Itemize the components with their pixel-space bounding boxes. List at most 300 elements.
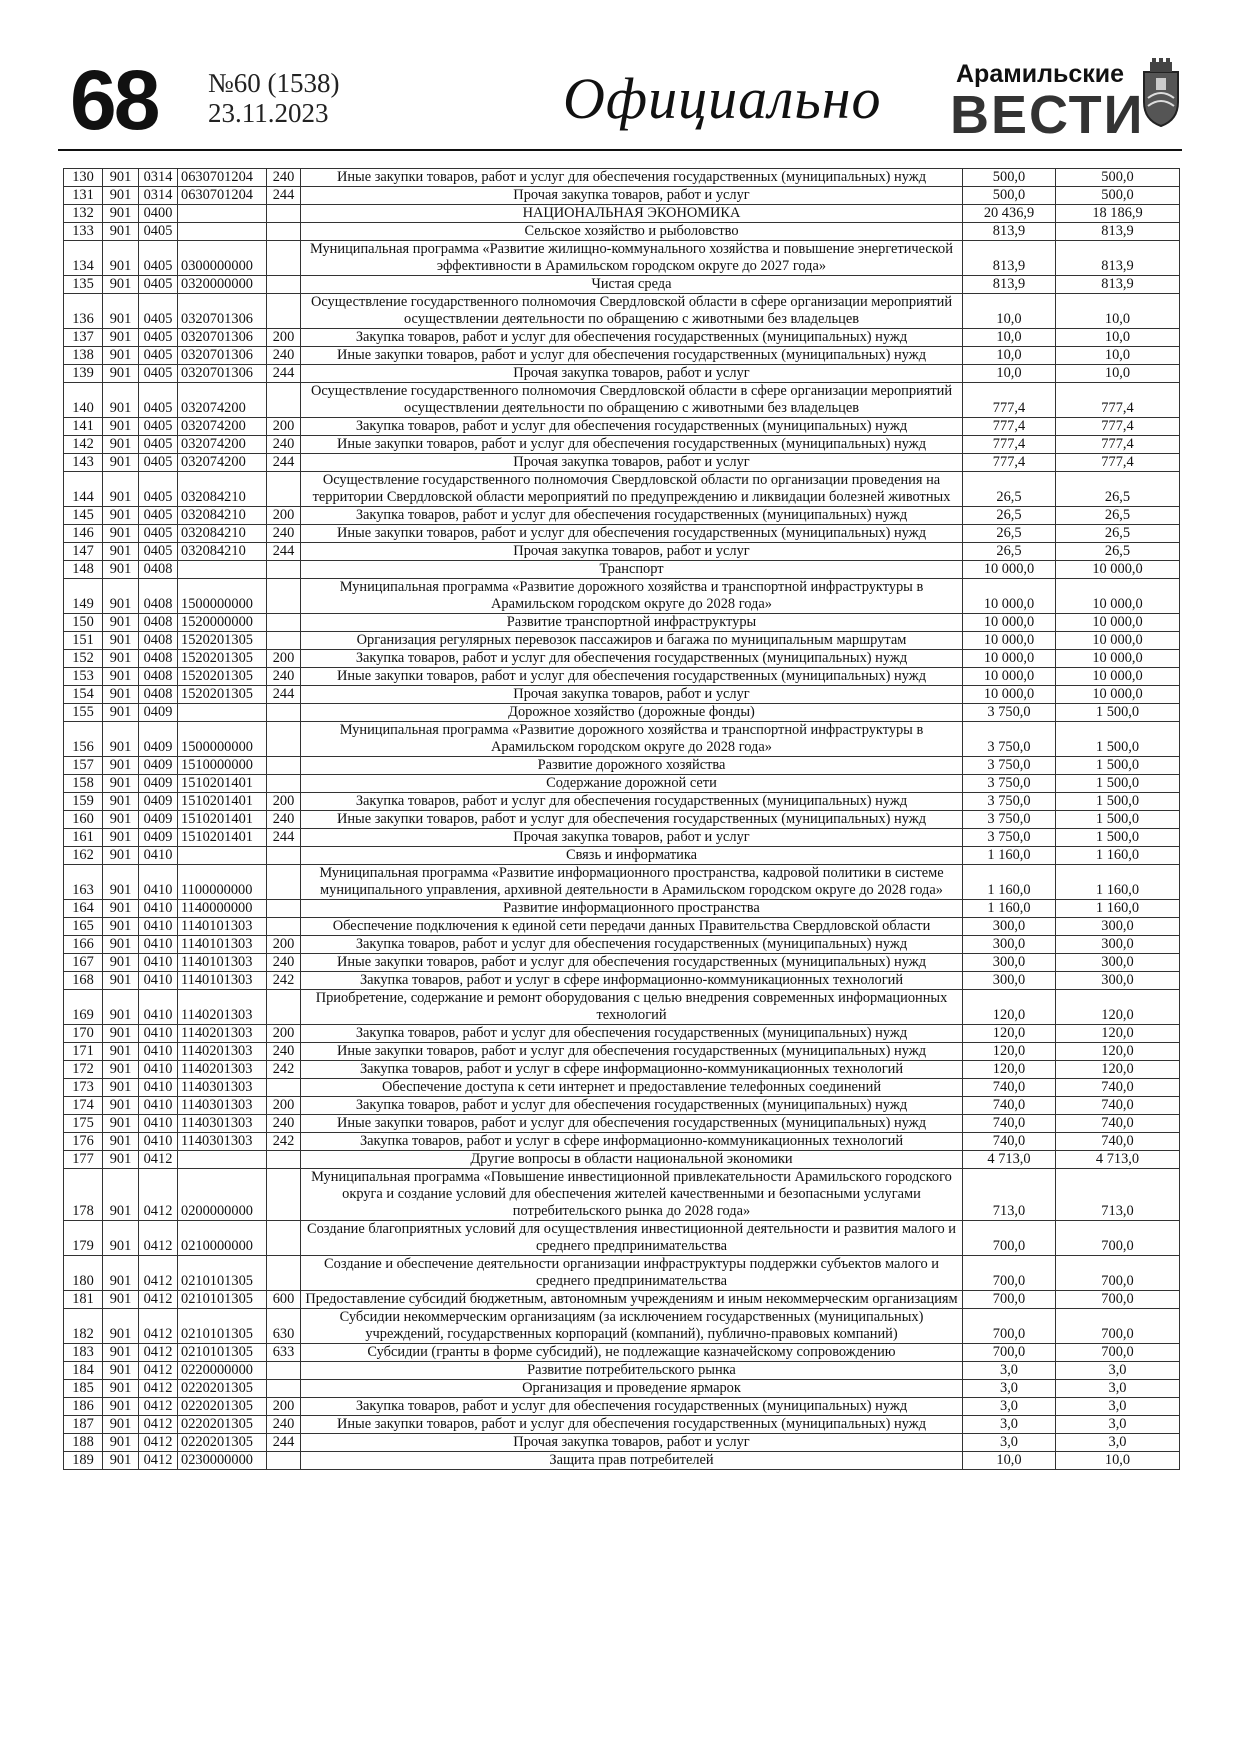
table-row [64,614,1180,632]
item-name-cell: Осуществление государственного полномочия Свердловской области в сфере организации мероприятий осуществлении деятельности по обращению с животными без владельцев [301,294,963,329]
amount-2026-cell: 10 000,0 [1056,668,1180,686]
amount-2025-cell: 1 160,0 [963,900,1056,918]
target-article-cell: 0220201305 [178,1434,267,1452]
grbs-code-cell: 901 [103,436,139,454]
target-article-cell: 0220201305 [178,1398,267,1416]
section-code-cell: 0410 [139,1133,178,1151]
amount-2025-cell: 777,4 [963,418,1056,436]
item-name-cell: Закупка товаров, работ и услуг для обеспечения государственных (муниципальных) нужд [301,936,963,954]
amount-2025-cell: 10 000,0 [963,614,1056,632]
amount-2026-cell: 10 000,0 [1056,579,1180,614]
amount-2025-cell: 10,0 [963,294,1056,329]
amount-2025-cell: 3,0 [963,1380,1056,1398]
table-row [64,454,1180,472]
expense-type-cell [267,614,301,632]
row-number-cell: 164 [64,900,103,918]
amount-2026-cell: 740,0 [1056,1079,1180,1097]
grbs-code-cell: 901 [103,1256,139,1291]
amount-2026-cell: 10 000,0 [1056,686,1180,704]
grbs-code-cell: 901 [103,347,139,365]
amount-2026-cell: 777,4 [1056,383,1180,418]
brand-name-top: Арамильские [956,60,1125,88]
table-row [64,579,1180,614]
table-row [64,847,1180,865]
table-row [64,1416,1180,1434]
row-number-cell: 156 [64,722,103,757]
section-code-cell: 0408 [139,686,178,704]
expense-type-cell: 200 [267,1097,301,1115]
section-code-cell: 0409 [139,704,178,722]
table-row [64,1169,1180,1221]
row-number-cell: 136 [64,294,103,329]
expense-type-cell: 244 [267,454,301,472]
grbs-code-cell: 901 [103,205,139,223]
section-code-cell: 0409 [139,775,178,793]
row-number-cell: 179 [64,1221,103,1256]
amount-2026-cell: 1 500,0 [1056,704,1180,722]
amount-2026-cell: 10,0 [1056,347,1180,365]
grbs-code-cell: 901 [103,1097,139,1115]
table-row [64,686,1180,704]
amount-2025-cell: 26,5 [963,525,1056,543]
target-article-cell: 032084210 [178,472,267,507]
section-code-cell: 0408 [139,650,178,668]
section-code-cell: 0405 [139,223,178,241]
grbs-code-cell: 901 [103,847,139,865]
expense-type-cell [267,865,301,900]
target-article-cell: 032074200 [178,383,267,418]
expense-type-cell: 240 [267,811,301,829]
item-name-cell: Обеспечение доступа к сети интернет и предоставление телефонных соединений [301,1079,963,1097]
amount-2025-cell: 700,0 [963,1221,1056,1256]
item-name-cell: Иные закупки товаров, работ и услуг для обеспечения государственных (муниципальных) нужд [301,668,963,686]
amount-2026-cell: 700,0 [1056,1221,1180,1256]
section-code-cell: 0409 [139,829,178,847]
item-name-cell: Прочая закупка товаров, работ и услуг [301,365,963,383]
target-article-cell: 1500000000 [178,579,267,614]
row-number-cell: 175 [64,1115,103,1133]
amount-2025-cell: 120,0 [963,1043,1056,1061]
amount-2026-cell: 713,0 [1056,1169,1180,1221]
expense-type-cell: 242 [267,1133,301,1151]
target-article-cell: 1140000000 [178,900,267,918]
target-article-cell: 1520000000 [178,614,267,632]
row-number-cell: 167 [64,954,103,972]
section-code-cell: 0408 [139,579,178,614]
row-number-cell: 153 [64,668,103,686]
target-article-cell: 0630701204 [178,187,267,205]
grbs-code-cell: 901 [103,1079,139,1097]
amount-2026-cell: 777,4 [1056,418,1180,436]
section-code-cell: 0410 [139,990,178,1025]
row-number-cell: 170 [64,1025,103,1043]
item-name-cell: Связь и информатика [301,847,963,865]
section-code-cell: 0412 [139,1416,178,1434]
item-name-cell: Прочая закупка товаров, работ и услуг [301,543,963,561]
target-article-cell: 1140201303 [178,1025,267,1043]
amount-2025-cell: 1 160,0 [963,847,1056,865]
table-row [64,1151,1180,1169]
brand-name-main: ВЕСТИ [950,85,1145,145]
section-code-cell: 0412 [139,1344,178,1362]
grbs-code-cell: 901 [103,1025,139,1043]
target-article-cell [178,561,267,579]
section-code-cell: 0410 [139,954,178,972]
amount-2025-cell: 713,0 [963,1169,1056,1221]
page-header [70,53,1180,148]
table-row [64,365,1180,383]
section-code-cell: 0412 [139,1151,178,1169]
target-article-cell: 0220000000 [178,1362,267,1380]
section-code-cell: 0409 [139,757,178,775]
table-row [64,436,1180,454]
section-title: Официально [563,66,882,131]
table-row [64,329,1180,347]
item-name-cell: Сельское хозяйство и рыболовство [301,223,963,241]
amount-2026-cell: 740,0 [1056,1133,1180,1151]
section-code-cell: 0410 [139,918,178,936]
table-row [64,525,1180,543]
grbs-code-cell: 901 [103,757,139,775]
amount-2025-cell: 3,0 [963,1416,1056,1434]
issue-date: 23.11.2023 [208,98,329,128]
table-row [64,241,1180,276]
table-row [64,1398,1180,1416]
amount-2025-cell: 3,0 [963,1398,1056,1416]
amount-2025-cell: 500,0 [963,187,1056,205]
table-row [64,954,1180,972]
expense-type-cell [267,1380,301,1398]
amount-2025-cell: 10 000,0 [963,686,1056,704]
section-code-cell: 0409 [139,811,178,829]
row-number-cell: 155 [64,704,103,722]
item-name-cell: Развитие информационного пространства [301,900,963,918]
target-article-cell: 1510201401 [178,793,267,811]
target-article-cell: 1510000000 [178,757,267,775]
expense-type-cell [267,472,301,507]
amount-2026-cell: 500,0 [1056,169,1180,187]
expense-type-cell [267,632,301,650]
section-code-cell: 0412 [139,1398,178,1416]
target-article-cell: 1140101303 [178,936,267,954]
row-number-cell: 157 [64,757,103,775]
item-name-cell: Развитие потребительского рынка [301,1362,963,1380]
item-name-cell: Закупка товаров, работ и услуг для обеспечения государственных (муниципальных) нужд [301,1097,963,1115]
amount-2025-cell: 700,0 [963,1344,1056,1362]
table-row [64,1097,1180,1115]
row-number-cell: 134 [64,241,103,276]
row-number-cell: 161 [64,829,103,847]
target-article-cell: 0210101305 [178,1344,267,1362]
amount-2026-cell: 26,5 [1056,507,1180,525]
item-name-cell: Иные закупки товаров, работ и услуг для обеспечения государственных (муниципальных) нужд [301,1115,963,1133]
amount-2026-cell: 3,0 [1056,1362,1180,1380]
table-row [64,865,1180,900]
amount-2026-cell: 26,5 [1056,543,1180,561]
expense-type-cell: 242 [267,1061,301,1079]
amount-2026-cell: 813,9 [1056,223,1180,241]
item-name-cell: Прочая закупка товаров, работ и услуг [301,1434,963,1452]
row-number-cell: 140 [64,383,103,418]
grbs-code-cell: 901 [103,614,139,632]
table-row [64,472,1180,507]
grbs-code-cell: 901 [103,1434,139,1452]
grbs-code-cell: 901 [103,900,139,918]
grbs-code-cell: 901 [103,686,139,704]
section-code-cell: 0405 [139,241,178,276]
section-code-cell: 0408 [139,668,178,686]
row-number-cell: 180 [64,1256,103,1291]
section-code-cell: 0410 [139,936,178,954]
target-article-cell: 0320701306 [178,365,267,383]
table-row [64,632,1180,650]
row-number-cell: 171 [64,1043,103,1061]
item-name-cell: Прочая закупка товаров, работ и услуг [301,829,963,847]
section-code-cell: 0405 [139,436,178,454]
section-code-cell: 0410 [139,1115,178,1133]
expense-type-cell: 200 [267,329,301,347]
section-code-cell: 0405 [139,507,178,525]
section-code-cell: 0405 [139,472,178,507]
section-code-cell: 0405 [139,454,178,472]
amount-2025-cell: 700,0 [963,1309,1056,1344]
expense-type-cell: 200 [267,1025,301,1043]
expense-type-cell [267,383,301,418]
target-article-cell: 1140101303 [178,918,267,936]
target-article-cell: 1140101303 [178,972,267,990]
amount-2026-cell: 10 000,0 [1056,561,1180,579]
target-article-cell: 0230000000 [178,1452,267,1470]
row-number-cell: 151 [64,632,103,650]
row-number-cell: 163 [64,865,103,900]
section-code-cell: 0405 [139,347,178,365]
target-article-cell: 0220201305 [178,1416,267,1434]
item-name-cell: Закупка товаров, работ и услуг для обеспечения государственных (муниципальных) нужд [301,507,963,525]
amount-2025-cell: 300,0 [963,918,1056,936]
item-name-cell: Иные закупки товаров, работ и услуг для обеспечения государственных (муниципальных) нужд [301,954,963,972]
row-number-cell: 149 [64,579,103,614]
target-article-cell: 0630701204 [178,169,267,187]
amount-2025-cell: 26,5 [963,507,1056,525]
table-row [64,294,1180,329]
amount-2025-cell: 3,0 [963,1434,1056,1452]
amount-2026-cell: 300,0 [1056,918,1180,936]
item-name-cell: Организация регулярных перевозок пассажиров и багажа по муниципальным маршрутам [301,632,963,650]
target-article-cell: 032074200 [178,454,267,472]
target-article-cell: 1510201401 [178,775,267,793]
item-name-cell: Содержание дорожной сети [301,775,963,793]
row-number-cell: 178 [64,1169,103,1221]
row-number-cell: 154 [64,686,103,704]
expense-type-cell [267,918,301,936]
section-code-cell: 0405 [139,418,178,436]
table-row [64,276,1180,294]
item-name-cell: Прочая закупка товаров, работ и услуг [301,187,963,205]
amount-2026-cell: 10 000,0 [1056,650,1180,668]
table-row [64,418,1180,436]
row-number-cell: 169 [64,990,103,1025]
amount-2026-cell: 1 160,0 [1056,900,1180,918]
section-code-cell: 0412 [139,1309,178,1344]
target-article-cell: 1140301303 [178,1133,267,1151]
target-article-cell: 1140301303 [178,1115,267,1133]
target-article-cell: 0320701306 [178,329,267,347]
section-code-cell: 0412 [139,1291,178,1309]
item-name-cell: Закупка товаров, работ и услуг для обеспечения государственных (муниципальных) нужд [301,650,963,668]
item-name-cell: Защита прав потребителей [301,1452,963,1470]
row-number-cell: 138 [64,347,103,365]
item-name-cell: Создание благоприятных условий для осуществления инвестиционной деятельности и развития малого и среднего предпринимательства [301,1221,963,1256]
row-number-cell: 142 [64,436,103,454]
target-article-cell [178,223,267,241]
expense-type-cell [267,1169,301,1221]
expense-type-cell: 244 [267,187,301,205]
row-number-cell: 165 [64,918,103,936]
amount-2026-cell: 120,0 [1056,1043,1180,1061]
amount-2025-cell: 10 000,0 [963,650,1056,668]
grbs-code-cell: 901 [103,1115,139,1133]
table-row [64,1291,1180,1309]
grbs-code-cell: 901 [103,579,139,614]
amount-2026-cell: 813,9 [1056,241,1180,276]
expense-type-cell: 200 [267,650,301,668]
grbs-code-cell: 901 [103,543,139,561]
expense-type-cell: 240 [267,436,301,454]
amount-2025-cell: 1 160,0 [963,865,1056,900]
expense-type-cell [267,579,301,614]
amount-2026-cell: 120,0 [1056,1025,1180,1043]
grbs-code-cell: 901 [103,668,139,686]
row-number-cell: 141 [64,418,103,436]
expense-type-cell: 200 [267,507,301,525]
item-name-cell: Муниципальная программа «Развитие информационного пространства, кадровой политики в системе муниципального управления, архивной деятельности в Арамильском городском округе до 2028 года» [301,865,963,900]
amount-2025-cell: 300,0 [963,954,1056,972]
table-row [64,543,1180,561]
amount-2026-cell: 26,5 [1056,472,1180,507]
amount-2026-cell: 10 000,0 [1056,614,1180,632]
amount-2026-cell: 1 160,0 [1056,865,1180,900]
row-number-cell: 152 [64,650,103,668]
grbs-code-cell: 901 [103,365,139,383]
item-name-cell: Субсидии (гранты в форме субсидий), не подлежащие казначейскому сопровождению [301,1344,963,1362]
table-row [64,829,1180,847]
amount-2025-cell: 10 000,0 [963,632,1056,650]
table-row [64,936,1180,954]
amount-2026-cell: 777,4 [1056,436,1180,454]
row-number-cell: 160 [64,811,103,829]
grbs-code-cell: 901 [103,1309,139,1344]
amount-2025-cell: 10 000,0 [963,579,1056,614]
amount-2026-cell: 120,0 [1056,1061,1180,1079]
expense-type-cell [267,1362,301,1380]
table-row [64,1434,1180,1452]
amount-2025-cell: 120,0 [963,990,1056,1025]
item-name-cell: Осуществление государственного полномочия Свердловской области по организации проведения на территории Свердловской области мероприятий по предупреждению и ликвидации болезней животных [301,472,963,507]
expense-type-cell: 240 [267,1043,301,1061]
amount-2025-cell: 700,0 [963,1256,1056,1291]
table-row [64,811,1180,829]
target-article-cell: 1100000000 [178,865,267,900]
expense-type-cell [267,1221,301,1256]
table-row [64,775,1180,793]
row-number-cell: 183 [64,1344,103,1362]
section-code-cell: 0400 [139,205,178,223]
section-code-cell: 0405 [139,294,178,329]
expense-type-cell: 242 [267,972,301,990]
row-number-cell: 150 [64,614,103,632]
grbs-code-cell: 901 [103,525,139,543]
grbs-code-cell: 901 [103,1380,139,1398]
grbs-code-cell: 901 [103,704,139,722]
table-row [64,223,1180,241]
table-row [64,169,1180,187]
expense-type-cell [267,1452,301,1470]
expense-type-cell [267,561,301,579]
amount-2026-cell: 813,9 [1056,276,1180,294]
table-row [64,1079,1180,1097]
amount-2025-cell: 3,0 [963,1362,1056,1380]
section-code-cell: 0410 [139,1025,178,1043]
amount-2025-cell: 813,9 [963,276,1056,294]
grbs-code-cell: 901 [103,276,139,294]
grbs-code-cell: 901 [103,865,139,900]
amount-2025-cell: 10,0 [963,1452,1056,1470]
amount-2026-cell: 777,4 [1056,454,1180,472]
row-number-cell: 184 [64,1362,103,1380]
grbs-code-cell: 901 [103,972,139,990]
amount-2025-cell: 10 000,0 [963,668,1056,686]
grbs-code-cell: 901 [103,294,139,329]
expense-type-cell [267,294,301,329]
grbs-code-cell: 901 [103,1151,139,1169]
grbs-code-cell: 901 [103,187,139,205]
grbs-code-cell: 901 [103,1291,139,1309]
row-number-cell: 132 [64,205,103,223]
section-code-cell: 0314 [139,187,178,205]
grbs-code-cell: 901 [103,936,139,954]
expense-type-cell [267,1151,301,1169]
item-name-cell: Другие вопросы в области национальной экономики [301,1151,963,1169]
row-number-cell: 188 [64,1434,103,1452]
table-row [64,1025,1180,1043]
amount-2026-cell: 1 500,0 [1056,775,1180,793]
amount-2026-cell: 10 000,0 [1056,632,1180,650]
amount-2026-cell: 3,0 [1056,1434,1180,1452]
target-article-cell: 032084210 [178,543,267,561]
item-name-cell: Осуществление государственного полномочия Свердловской области в сфере организации мероприятий осуществлении деятельности по обращению с животными без владельцев [301,383,963,418]
section-code-cell: 0410 [139,1043,178,1061]
item-name-cell: Иные закупки товаров, работ и услуг для обеспечения государственных (муниципальных) нужд [301,436,963,454]
item-name-cell: Закупка товаров, работ и услуг в сфере информационно-коммуникационных технологий [301,1133,963,1151]
amount-2026-cell: 300,0 [1056,936,1180,954]
table-row [64,668,1180,686]
row-number-cell: 186 [64,1398,103,1416]
expense-type-cell: 200 [267,936,301,954]
item-name-cell: Закупка товаров, работ и услуг в сфере информационно-коммуникационных технологий [301,972,963,990]
expense-type-cell: 200 [267,1398,301,1416]
amount-2025-cell: 10,0 [963,347,1056,365]
section-code-cell: 0412 [139,1256,178,1291]
item-name-cell: Субсидии некоммерческим организациям (за исключением государственных (муниципальных) учреждений, государственных корпораций (компаний), публично-правовых компаний) [301,1309,963,1344]
row-number-cell: 168 [64,972,103,990]
grbs-code-cell: 901 [103,1398,139,1416]
expense-type-cell: 600 [267,1291,301,1309]
amount-2026-cell: 120,0 [1056,990,1180,1025]
amount-2026-cell: 700,0 [1056,1256,1180,1291]
expense-type-cell [267,704,301,722]
amount-2025-cell: 10 000,0 [963,561,1056,579]
expense-type-cell: 633 [267,1344,301,1362]
